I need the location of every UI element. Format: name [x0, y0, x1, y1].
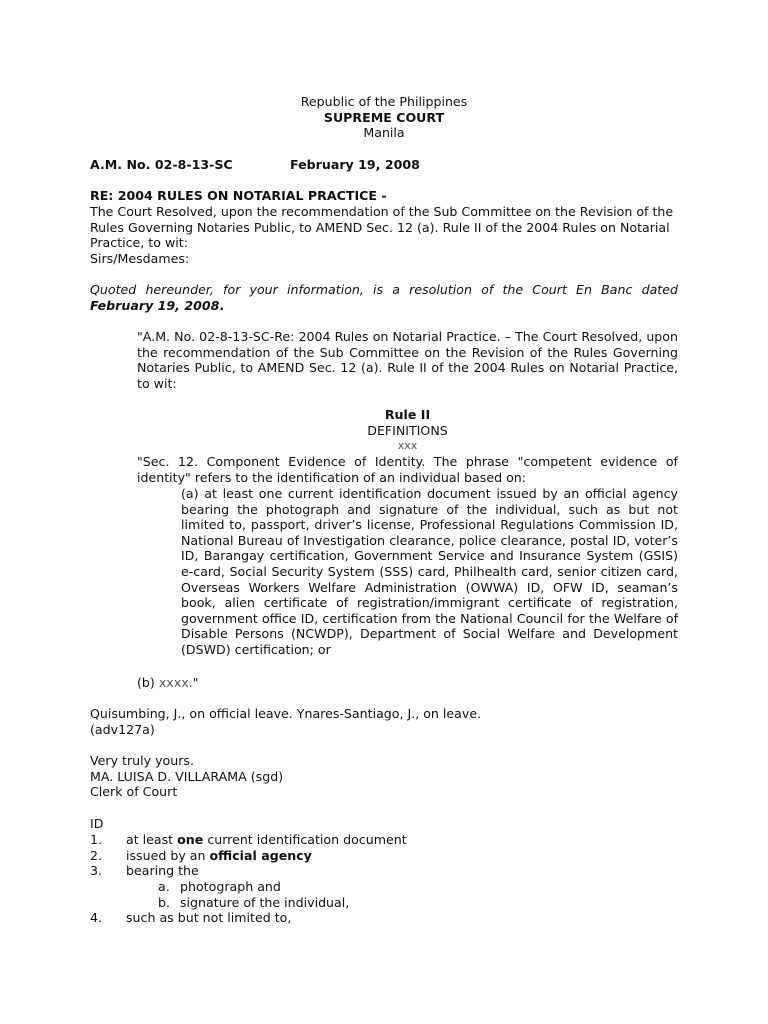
- intro-date: February 19, 2008: [90, 297, 220, 313]
- leave-notes: [90, 706, 481, 737]
- section-text: "Sec. 12. Component Evidence of Identity. The phrase "competent evidence of identity" refers to the identification of an individual based on:: [137, 454, 678, 485]
- re-title: RE: 2004 RULES ON NOTARIAL PRACTICE -: [90, 188, 387, 203]
- item-b-value: xxxx.: [158, 675, 193, 690]
- sub-list-item: [158, 879, 281, 895]
- rule-subtitle: DEFINITIONS: [367, 422, 448, 438]
- section-item-b: [137, 675, 198, 691]
- list-item-text: at least one current identification document: [126, 832, 407, 847]
- leave-line-2: (adv127a): [90, 721, 155, 737]
- sub-list-label: a.: [158, 879, 170, 894]
- sub-list-item: [158, 895, 349, 911]
- header-republic: Republic of the Philippines: [300, 94, 468, 109]
- intro-paragraph: [90, 282, 678, 313]
- closing-block: [90, 753, 283, 800]
- case-number: A.M. No. 02-8-13-SC: [90, 157, 233, 172]
- rule-heading: [137, 407, 678, 454]
- sub-list-text: signature of the individual,: [180, 895, 350, 910]
- list-item-text: bearing the: [126, 863, 199, 878]
- list-item: [90, 863, 690, 879]
- list-item: [90, 848, 690, 864]
- list-item-number: 2.: [90, 848, 103, 863]
- header-city: Manila: [363, 125, 405, 141]
- intro-end: .: [219, 297, 225, 313]
- section-item-a: (a) at least one current identification document issued by an official agency bearing the photograph and signature of the individual, such as but not limited to, passport, driver’s license, Professional Regulations Commission ID, National Bureau of Investigation clearance, police clearance, postal ID, voter’s ID, Barangay certification, Government Service and Insurance System (GSIS) e-card, Social Security System (SSS) card, Philhealth card, senior citizen card, Overseas Workers Welfare Administration (OWWA) ID, OFW ID, seaman’s book, alien certificate of registration/immigrant certificate of registration, government office ID, certification from the National Council for the Welfare of Disable Persons (NCWDP), Department of Social Welfare and Development (DSWD) certification; or: [181, 486, 678, 657]
- salutation: Sirs/Mesdames:: [90, 251, 190, 266]
- list-item-text: such as but not limited to,: [126, 910, 292, 925]
- item-b-end: ": [192, 675, 199, 690]
- clerk-title: Clerk of Court: [90, 784, 178, 800]
- closing-greeting: Very truly yours.: [90, 753, 194, 768]
- list-item-number: 1.: [90, 832, 103, 847]
- list-item-number: 3.: [90, 863, 103, 878]
- resolution-paragraph: "A.M. No. 02-8-13-SC-Re: 2004 Rules on Notarial Practice. – The Court Resolved, upon the recommendation of the Sub Committee on the Revision of the Rules Governing Notaries Public, to AMEND Sec. 12 (a). Rule II of the 2004 Rules on Notarial Practice, to wit:: [137, 329, 678, 391]
- re-body: The Court Resolved, upon the recommendation of the Sub Committee on the Revision of the Rules Governing Notaries Public, to AMEND Sec. 12 (a). Rule II of the 2004 Rules on Notarial Practice, to wit:: [90, 204, 674, 251]
- rule-xxx: xxx: [397, 439, 418, 453]
- rule-title: Rule II: [384, 407, 431, 422]
- list-item: [90, 910, 690, 926]
- header-court: SUPREME COURT: [323, 109, 445, 125]
- clerk-name: MA. LUISA D. VILLARAMA (sgd): [90, 768, 284, 784]
- leave-line-1: Quisumbing, J., on official leave. Ynares-Santiago, J., on leave.: [90, 706, 482, 721]
- list-item-text: issued by an official agency: [126, 848, 312, 863]
- list-item-number: 4.: [90, 910, 103, 925]
- document-header: [90, 94, 678, 141]
- case-date: February 19, 2008: [290, 157, 420, 172]
- list-item: [90, 832, 690, 848]
- sub-list-label: b.: [158, 895, 170, 910]
- item-b-label: (b): [137, 675, 155, 690]
- id-heading: ID: [90, 816, 104, 831]
- sub-list-text: photograph and: [180, 879, 281, 894]
- intro-text: Quoted hereunder, for your information, is a resolution of the Court En Banc dated: [90, 282, 678, 297]
